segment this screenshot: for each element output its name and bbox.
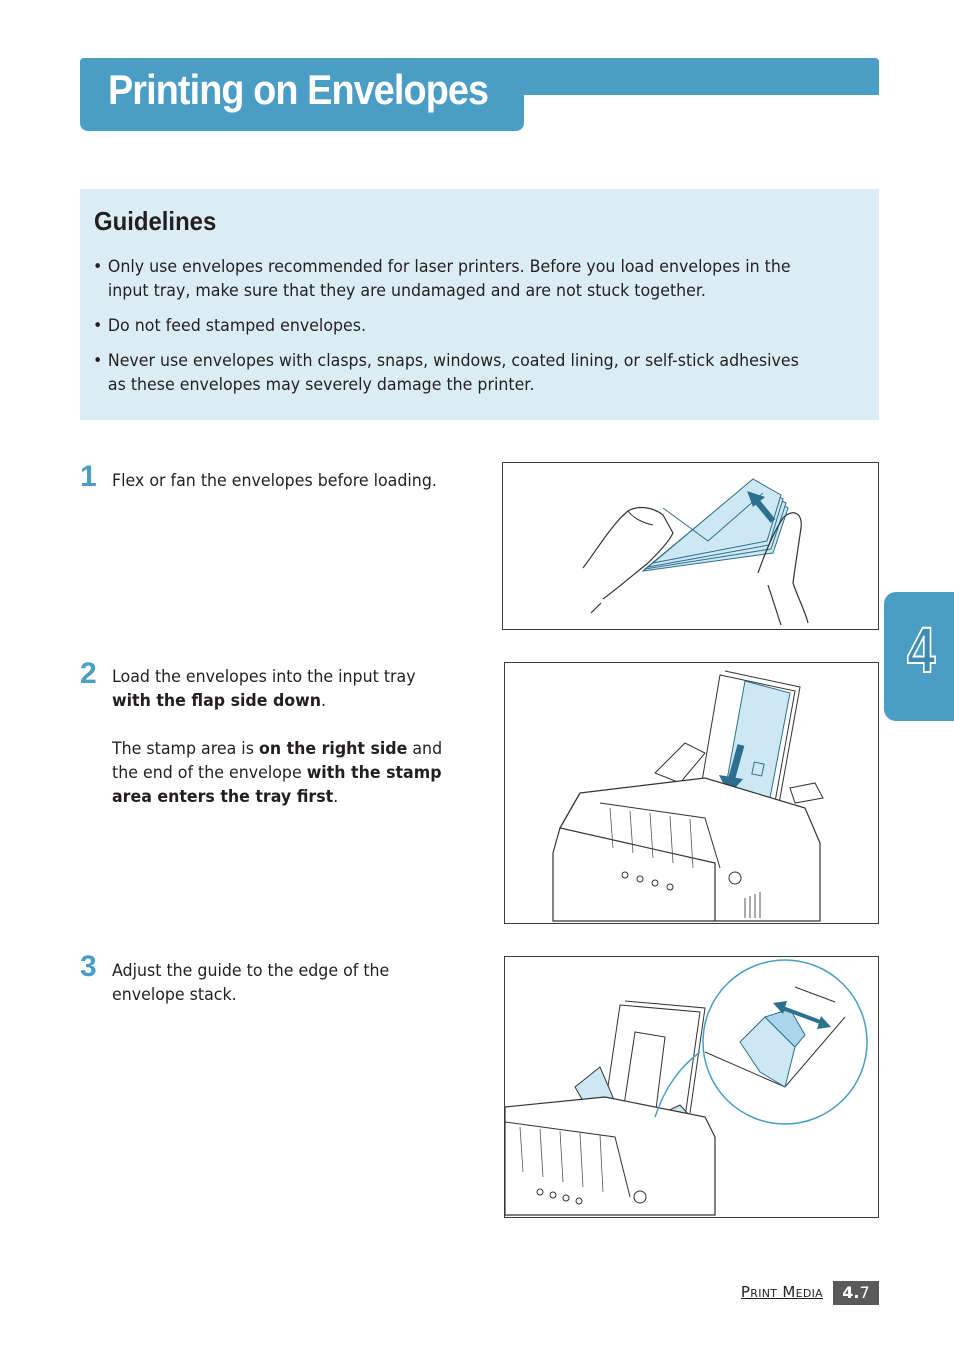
step-number: 2 bbox=[80, 657, 97, 690]
step-text-bold: with the flap side down bbox=[112, 691, 322, 711]
step-text-part: and the end of the envelope bbox=[112, 739, 443, 783]
footer-page-chapter: 4. bbox=[842, 1283, 860, 1302]
step-text-part: The stamp area is bbox=[112, 739, 259, 759]
chapter-number: 4 bbox=[907, 614, 936, 686]
bullet-dot: • bbox=[93, 351, 103, 371]
guidelines-heading: Guidelines bbox=[94, 206, 217, 236]
bullet-dot: • bbox=[93, 257, 103, 277]
footer-page-number bbox=[833, 1281, 879, 1305]
step-text bbox=[112, 665, 447, 713]
guideline-text: Never use envelopes with clasps, snaps, windows, coated lining, or self-stick adhesives as these envelopes may severely damage the printer. bbox=[107, 351, 799, 395]
step-text-bold: with the stamp area enters the tray first bbox=[112, 763, 442, 807]
step-number: 1 bbox=[80, 460, 97, 493]
step-number: 3 bbox=[80, 950, 97, 983]
step-text-part: . bbox=[321, 691, 327, 711]
guideline-bullet bbox=[93, 314, 800, 338]
guideline-bullet bbox=[93, 349, 800, 397]
footer-section-name: Print Media bbox=[740, 1283, 823, 1301]
guideline-bullet bbox=[93, 255, 800, 303]
adjust-guide-illustration bbox=[504, 956, 879, 1218]
step-text: Adjust the guide to the edge of the envelope stack. bbox=[112, 961, 390, 1005]
fan-envelopes-illustration bbox=[502, 462, 879, 630]
load-envelopes-illustration bbox=[504, 662, 879, 924]
step-text: Flex or fan the envelopes before loading. bbox=[112, 471, 437, 491]
step-text-bold: on the right side bbox=[258, 739, 408, 759]
step-text-part: . bbox=[333, 787, 339, 807]
step-text bbox=[112, 737, 447, 809]
footer-page-num: 7 bbox=[859, 1283, 870, 1302]
bullet-dot: • bbox=[93, 316, 103, 336]
guideline-text: Do not feed stamped envelopes. bbox=[107, 316, 367, 336]
guideline-text: Only use envelopes recommended for laser printers. Before you load envelopes in the input tray, make sure that they are undamaged and are not stuck together. bbox=[107, 257, 791, 301]
step-text-part: Load the envelopes into the input tray bbox=[112, 667, 416, 687]
page-title: Printing on Envelopes bbox=[108, 66, 489, 113]
